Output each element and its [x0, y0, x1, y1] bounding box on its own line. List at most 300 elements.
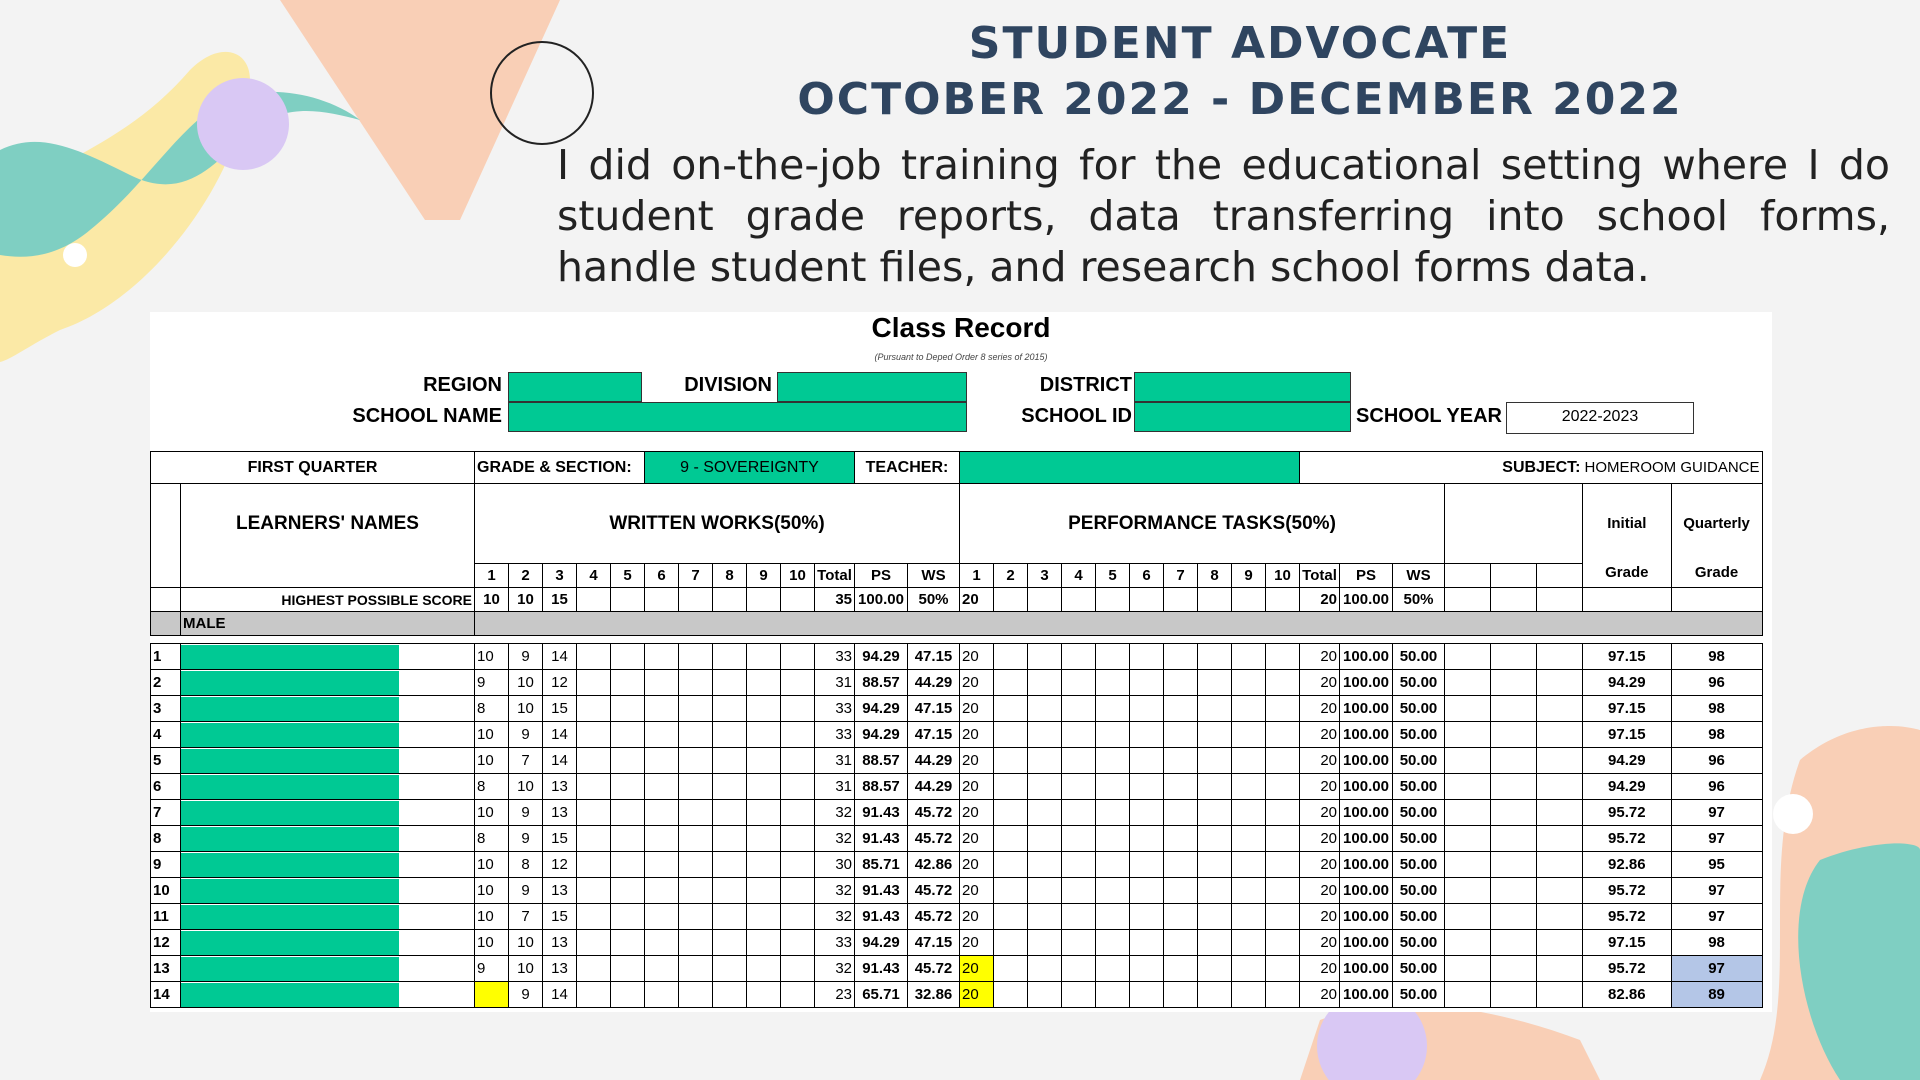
spacer-row	[151, 636, 1763, 644]
ww-col-10: 10	[781, 564, 815, 588]
extra-col-header	[1491, 564, 1537, 588]
ww-score-1: 10	[475, 904, 509, 930]
pt-score-4	[1062, 982, 1096, 1008]
pt-score-1: 20	[960, 670, 994, 696]
ww-score-6	[645, 670, 679, 696]
pt-score-3	[1028, 644, 1062, 670]
pt-score-8	[1198, 696, 1232, 722]
pt-score-6	[1130, 696, 1164, 722]
subject-label: SUBJECT:	[1300, 452, 1583, 484]
quarterly-grade: 97	[1671, 904, 1762, 930]
ww-score-6	[645, 956, 679, 982]
extra-col	[1445, 800, 1491, 826]
slide-description: I did on-the-job training for the educational setting where I do student grade reports, data transferring into school forms, handle student files, and research school forms data.	[557, 141, 1890, 291]
row-number: 6	[151, 774, 181, 800]
pt-ws: 50.00	[1393, 852, 1445, 878]
subject-value: HOMEROOM GUIDANCE	[1583, 452, 1763, 484]
extra-col	[1537, 982, 1583, 1008]
pt-total: 20	[1300, 644, 1340, 670]
learner-name-cell	[181, 930, 475, 956]
pt-score-3	[1028, 696, 1062, 722]
pt-ps: 100.00	[1340, 774, 1393, 800]
ww-score-9	[747, 774, 781, 800]
ww-ws: 45.72	[908, 800, 960, 826]
extra-col	[1491, 852, 1537, 878]
division-field	[777, 372, 967, 402]
pt-score-5	[1096, 670, 1130, 696]
ww-score-6	[645, 748, 679, 774]
pt-score-6	[1130, 826, 1164, 852]
pt-total: 20	[1300, 774, 1340, 800]
hps-pt-2	[994, 588, 1028, 612]
ww-score-5	[611, 904, 645, 930]
learner-name-cell	[181, 956, 475, 982]
hps-ww-ps: 100.00	[855, 588, 908, 612]
ww-total: 32	[815, 904, 855, 930]
initial-grade-header-bottom: Grade	[1583, 564, 1672, 588]
initial-grade: 92.86	[1583, 852, 1672, 878]
extra-col	[1445, 982, 1491, 1008]
ww-score-10	[781, 696, 815, 722]
pt-score-3	[1028, 670, 1062, 696]
ww-score-4	[577, 826, 611, 852]
school-name-label: SCHOOL NAME	[352, 405, 502, 427]
table-row	[151, 774, 1763, 800]
ww-score-5	[611, 878, 645, 904]
male-label: MALE	[181, 612, 475, 636]
performance-tasks-header: PERFORMANCE TASKS(50%)	[960, 484, 1445, 564]
table-row	[151, 930, 1763, 956]
pt-score-7	[1164, 956, 1198, 982]
extra-col	[1445, 748, 1491, 774]
pt-score-7	[1164, 774, 1198, 800]
pt-score-6	[1130, 878, 1164, 904]
ww-score-4	[577, 774, 611, 800]
ww-score-9	[747, 696, 781, 722]
pt-score-2	[994, 956, 1028, 982]
hps-pt-7	[1164, 588, 1198, 612]
ww-score-3: 14	[543, 644, 577, 670]
pt-score-8	[1198, 956, 1232, 982]
pt-ws: 50.00	[1393, 956, 1445, 982]
row-number: 14	[151, 982, 181, 1008]
pt-score-2	[994, 904, 1028, 930]
learner-name-redacted	[181, 827, 399, 851]
hps-extra	[1671, 588, 1762, 612]
ww-score-7	[679, 826, 713, 852]
extra-col	[1445, 826, 1491, 852]
hps-ww-10	[781, 588, 815, 612]
pt-score-4	[1062, 670, 1096, 696]
ww-score-7	[679, 904, 713, 930]
extra-col	[1491, 956, 1537, 982]
quarterly-grade: 96	[1671, 748, 1762, 774]
ww-total: 32	[815, 878, 855, 904]
pt-ps: 100.00	[1340, 670, 1393, 696]
ww-score-5	[611, 800, 645, 826]
ww-score-4	[577, 748, 611, 774]
region-label: REGION	[423, 374, 502, 396]
pt-score-4	[1062, 722, 1096, 748]
ww-score-7	[679, 878, 713, 904]
ww-score-4	[577, 722, 611, 748]
pt-score-7	[1164, 696, 1198, 722]
slide-title: STUDENT ADVOCATE	[968, 18, 1512, 69]
pt-score-5	[1096, 826, 1130, 852]
pt-score-8	[1198, 930, 1232, 956]
school-year-value: 2022-2023	[1506, 402, 1694, 434]
pt-score-6	[1130, 930, 1164, 956]
ww-score-2: 9	[509, 800, 543, 826]
ww-ws-header: WS	[908, 564, 960, 588]
pt-ps: 100.00	[1340, 878, 1393, 904]
pt-total: 20	[1300, 696, 1340, 722]
ww-score-8	[713, 800, 747, 826]
ww-ps: 91.43	[855, 956, 908, 982]
pt-score-9	[1232, 878, 1266, 904]
pt-score-7	[1164, 748, 1198, 774]
ww-score-8	[713, 644, 747, 670]
ww-score-7	[679, 800, 713, 826]
ww-score-8	[713, 748, 747, 774]
class-record-subtitle: (Pursuant to Deped Order 8 series of 2015)	[874, 352, 1048, 362]
pt-score-1: 20	[960, 722, 994, 748]
ww-score-4	[577, 956, 611, 982]
ww-score-10	[781, 982, 815, 1008]
ww-score-2: 9	[509, 878, 543, 904]
ww-score-8	[713, 826, 747, 852]
ww-score-9	[747, 878, 781, 904]
row-number: 3	[151, 696, 181, 722]
ww-total: 32	[815, 956, 855, 982]
ww-score-1: 8	[475, 826, 509, 852]
pt-score-2	[994, 722, 1028, 748]
pt-score-8	[1198, 852, 1232, 878]
ww-ws: 47.15	[908, 930, 960, 956]
pt-score-3	[1028, 878, 1062, 904]
pt-score-8	[1198, 644, 1232, 670]
table-row	[151, 644, 1763, 670]
ww-ps: 88.57	[855, 670, 908, 696]
school-id-label: SCHOOL ID	[1021, 405, 1132, 427]
learner-name-cell	[181, 852, 475, 878]
learner-name-redacted	[181, 879, 399, 903]
extra-col	[1491, 982, 1537, 1008]
ww-score-5	[611, 774, 645, 800]
ww-score-10	[781, 800, 815, 826]
pt-total-header: Total	[1300, 564, 1340, 588]
pt-score-7	[1164, 878, 1198, 904]
pt-ws: 50.00	[1393, 800, 1445, 826]
class-record-sheet	[150, 312, 1772, 1012]
pt-score-10	[1266, 878, 1300, 904]
pt-score-7	[1164, 982, 1198, 1008]
row-number: 9	[151, 852, 181, 878]
ww-col-3: 3	[543, 564, 577, 588]
pt-score-8	[1198, 878, 1232, 904]
pt-score-9	[1232, 644, 1266, 670]
initial-grade: 94.29	[1583, 774, 1672, 800]
extra-col	[1537, 930, 1583, 956]
quarterly-grade: 96	[1671, 774, 1762, 800]
pt-ps: 100.00	[1340, 800, 1393, 826]
hps-extra	[1491, 588, 1537, 612]
pt-score-2	[994, 800, 1028, 826]
pt-col-10: 10	[1266, 564, 1300, 588]
ww-score-7	[679, 774, 713, 800]
learner-name-redacted	[181, 931, 399, 955]
ww-total: 23	[815, 982, 855, 1008]
initial-grade: 95.72	[1583, 878, 1672, 904]
ww-ws: 45.72	[908, 826, 960, 852]
ww-score-6	[645, 722, 679, 748]
extra-col	[1491, 826, 1537, 852]
region-field	[508, 372, 642, 402]
ww-total: 33	[815, 722, 855, 748]
hps-ww-2: 10	[509, 588, 543, 612]
row-number: 5	[151, 748, 181, 774]
ww-score-1: 10	[475, 748, 509, 774]
pt-score-3	[1028, 826, 1062, 852]
row-number: 12	[151, 930, 181, 956]
ww-score-6	[645, 774, 679, 800]
extra-col	[1537, 774, 1583, 800]
pt-score-8	[1198, 774, 1232, 800]
ww-col-6: 6	[645, 564, 679, 588]
ww-col-1: 1	[475, 564, 509, 588]
table-row	[151, 696, 1763, 722]
ww-total-header: Total	[815, 564, 855, 588]
ww-score-4	[577, 800, 611, 826]
ww-score-8	[713, 722, 747, 748]
ww-score-3: 13	[543, 800, 577, 826]
pt-score-6	[1130, 800, 1164, 826]
pt-score-8	[1198, 800, 1232, 826]
pt-ws: 50.00	[1393, 982, 1445, 1008]
ww-score-3: 15	[543, 696, 577, 722]
pt-score-7	[1164, 826, 1198, 852]
extra-col	[1445, 930, 1491, 956]
pt-score-5	[1096, 722, 1130, 748]
pt-score-2	[994, 670, 1028, 696]
extra-col	[1445, 670, 1491, 696]
learner-name-redacted	[181, 905, 399, 929]
white-dot	[63, 243, 87, 267]
quarterly-grade-header-top: Quarterly	[1671, 484, 1762, 564]
ww-score-9	[747, 670, 781, 696]
ww-score-6	[645, 852, 679, 878]
ww-ps: 65.71	[855, 982, 908, 1008]
pt-score-2	[994, 774, 1028, 800]
quarterly-grade: 96	[1671, 670, 1762, 696]
ww-score-8	[713, 904, 747, 930]
pt-score-2	[994, 930, 1028, 956]
pt-ps: 100.00	[1340, 826, 1393, 852]
pt-score-9	[1232, 852, 1266, 878]
ww-score-1: 8	[475, 774, 509, 800]
learner-name-redacted	[181, 645, 399, 669]
extra-col	[1445, 852, 1491, 878]
pt-score-7	[1164, 930, 1198, 956]
initial-grade: 95.72	[1583, 826, 1672, 852]
learner-name-redacted	[181, 853, 399, 877]
pt-ws: 50.00	[1393, 696, 1445, 722]
ww-score-7	[679, 748, 713, 774]
pt-score-5	[1096, 800, 1130, 826]
ww-score-8	[713, 878, 747, 904]
ww-score-8	[713, 930, 747, 956]
ww-score-3: 14	[543, 722, 577, 748]
row-number: 7	[151, 800, 181, 826]
pt-score-6	[1130, 748, 1164, 774]
extra-col	[1445, 878, 1491, 904]
header-row-2	[151, 564, 1763, 588]
pt-score-3	[1028, 800, 1062, 826]
ww-score-8	[713, 670, 747, 696]
learner-name-redacted	[181, 749, 399, 773]
ww-score-6	[645, 826, 679, 852]
pt-col-5: 5	[1096, 564, 1130, 588]
ww-score-1	[475, 982, 509, 1008]
initial-grade: 97.15	[1583, 696, 1672, 722]
ww-score-7	[679, 930, 713, 956]
hps-ww-4	[577, 588, 611, 612]
learners-names-header: LEARNERS' NAMES	[181, 484, 475, 564]
pt-col-7: 7	[1164, 564, 1198, 588]
pt-score-1: 20	[960, 696, 994, 722]
pt-score-10	[1266, 644, 1300, 670]
hps-ww-9	[747, 588, 781, 612]
pt-score-7	[1164, 800, 1198, 826]
ww-score-3: 15	[543, 904, 577, 930]
pt-col-9: 9	[1232, 564, 1266, 588]
ww-ws: 47.15	[908, 644, 960, 670]
pt-score-1: 20	[960, 774, 994, 800]
extra-col	[1537, 696, 1583, 722]
table-row	[151, 904, 1763, 930]
table-row	[151, 852, 1763, 878]
table-row	[151, 956, 1763, 982]
ww-score-10	[781, 852, 815, 878]
table-row	[151, 748, 1763, 774]
ww-score-5	[611, 748, 645, 774]
pt-score-8	[1198, 722, 1232, 748]
ww-score-10	[781, 774, 815, 800]
ww-score-9	[747, 904, 781, 930]
pt-total: 20	[1300, 982, 1340, 1008]
pt-score-9	[1232, 982, 1266, 1008]
quarterly-grade: 97	[1671, 956, 1762, 982]
pt-ps: 100.00	[1340, 644, 1393, 670]
ww-ws: 45.72	[908, 956, 960, 982]
extra-col	[1537, 956, 1583, 982]
row-number: 4	[151, 722, 181, 748]
ww-score-6	[645, 644, 679, 670]
pt-score-9	[1232, 800, 1266, 826]
hps-pt-4	[1062, 588, 1096, 612]
ww-total: 33	[815, 696, 855, 722]
ww-col-7: 7	[679, 564, 713, 588]
ww-score-10	[781, 904, 815, 930]
ww-score-7	[679, 696, 713, 722]
ww-total: 33	[815, 930, 855, 956]
ww-score-3: 12	[543, 670, 577, 696]
hps-ww-1: 10	[475, 588, 509, 612]
pastel-gradient-circle	[197, 78, 289, 170]
extra-col-header	[1537, 564, 1583, 588]
ww-ps: 94.29	[855, 930, 908, 956]
learner-name-cell	[181, 982, 475, 1008]
extra-col	[1491, 904, 1537, 930]
ww-ps: 91.43	[855, 800, 908, 826]
slide-date-range: OCTOBER 2022 - DECEMBER 2022	[797, 74, 1683, 125]
table-row	[151, 826, 1763, 852]
pt-col-2: 2	[994, 564, 1028, 588]
ww-ws: 42.86	[908, 852, 960, 878]
pt-score-10	[1266, 930, 1300, 956]
quarterly-grade: 98	[1671, 644, 1762, 670]
hps-extra	[1445, 588, 1491, 612]
pt-score-10	[1266, 956, 1300, 982]
school-id-field	[1134, 402, 1351, 432]
extra-col	[1537, 800, 1583, 826]
initial-grade: 82.86	[1583, 982, 1672, 1008]
initial-grade: 94.29	[1583, 748, 1672, 774]
ww-score-4	[577, 904, 611, 930]
pt-score-5	[1096, 904, 1130, 930]
ww-score-9	[747, 722, 781, 748]
table-row	[151, 800, 1763, 826]
initial-grade-header-top: Initial	[1583, 484, 1672, 564]
ww-score-4	[577, 982, 611, 1008]
extra-col	[1491, 644, 1537, 670]
learner-name-cell	[181, 774, 475, 800]
ww-score-1: 10	[475, 878, 509, 904]
highest-possible-score-row	[151, 588, 1763, 612]
school-name-field	[508, 402, 967, 432]
ww-score-1: 10	[475, 800, 509, 826]
extra-col	[1445, 722, 1491, 748]
pt-col-3: 3	[1028, 564, 1062, 588]
learner-name-redacted	[181, 775, 399, 799]
hps-ww-7	[679, 588, 713, 612]
pt-score-3	[1028, 852, 1062, 878]
pt-ws: 50.00	[1393, 748, 1445, 774]
ww-score-5	[611, 956, 645, 982]
pt-score-4	[1062, 774, 1096, 800]
pt-score-4	[1062, 748, 1096, 774]
ww-score-2: 9	[509, 644, 543, 670]
ww-score-2: 10	[509, 696, 543, 722]
learner-name-cell	[181, 644, 475, 670]
ww-score-3: 13	[543, 774, 577, 800]
hps-ww-5	[611, 588, 645, 612]
ww-score-3: 13	[543, 878, 577, 904]
pt-total: 20	[1300, 878, 1340, 904]
ww-score-5	[611, 696, 645, 722]
ww-score-2: 10	[509, 930, 543, 956]
ww-score-9	[747, 930, 781, 956]
ww-score-3: 13	[543, 956, 577, 982]
ww-total: 32	[815, 826, 855, 852]
pt-score-6	[1130, 722, 1164, 748]
ww-score-5	[611, 644, 645, 670]
pt-ws: 50.00	[1393, 930, 1445, 956]
quarterly-grade: 95	[1671, 852, 1762, 878]
ww-score-7	[679, 852, 713, 878]
hps-ww-3: 15	[543, 588, 577, 612]
pt-score-4	[1062, 904, 1096, 930]
